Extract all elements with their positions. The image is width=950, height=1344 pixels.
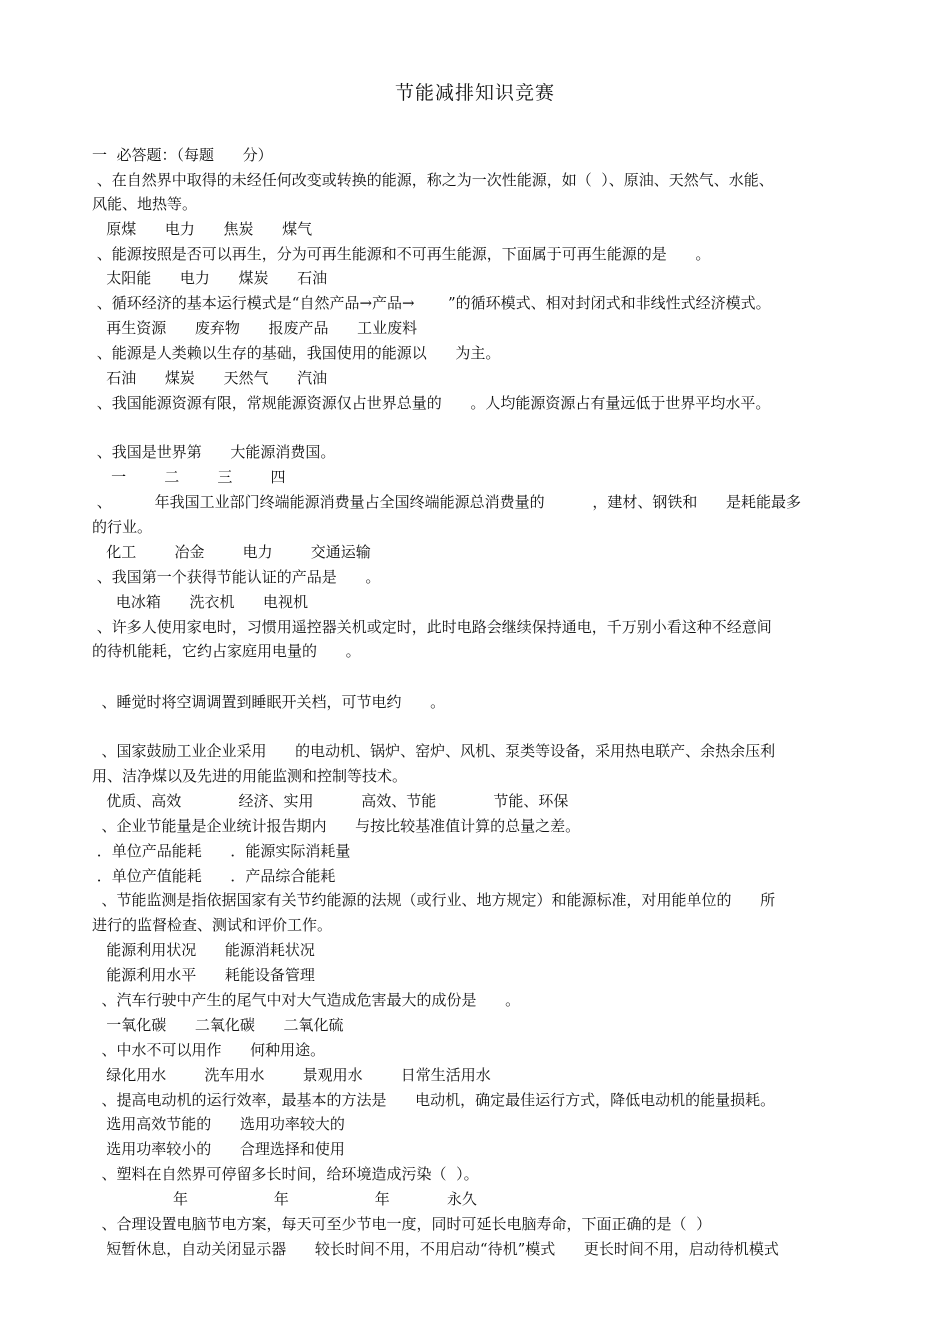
- question-1-text: 、在自然界中取得的未经任何改变或转换的能源，称之为一次性能源，如（ ）、原油、天然气、水能、: [92, 171, 774, 189]
- question-12-text: 、企业节能量是企业统计报告期内 与按比较基准值计算的总量之差。: [92, 817, 581, 835]
- question-16-options-1: 选用高效节能的 选用功率较大的: [92, 1115, 345, 1133]
- question-1-options: 原煤 电力 焦炭 煤气: [92, 220, 313, 238]
- question-2-options: 太阳能 电力 煤炭 石油: [92, 269, 328, 287]
- question-16-text: 、提高电动机的运行效率，最基本的方法是 电动机，确定最佳运行方式，降低电动机的能量损耗。: [92, 1091, 776, 1109]
- question-14-text: 、汽车行驶中产生的尾气中对大气造成危害最大的成份是 。: [92, 991, 521, 1009]
- question-9-text-cont: 的待机能耗，它约占家庭用电量的 。: [92, 642, 361, 660]
- question-4-text: 、能源是人类赖以生存的基础，我国使用的能源以 为主。: [92, 344, 501, 362]
- question-15-text: 、中水不可以用作 何种用途。: [92, 1041, 326, 1059]
- question-1-text-cont: 风能、地热等。: [92, 195, 198, 213]
- question-5-text: 、我国能源资源有限，常规能源资源仅占世界总量的 。人均能源资源占有量远低于世界平均水平。: [92, 394, 771, 412]
- question-2-text: 、能源按照是否可以再生，分为可再生能源和不可再生能源，下面属于可再生能源的是 。: [92, 245, 711, 263]
- question-8-options: 电冰箱 洗衣机 电视机: [92, 593, 309, 611]
- question-15-options: 绿化用水 洗车用水 景观用水 日常生活用水: [92, 1066, 491, 1084]
- question-3-text: 、循环经济的基本运行模式是“自然产品→产品→ ”的循环模式、相对封闭式和非线性式经济模式。: [92, 294, 771, 312]
- question-11-text-cont: 用、洁净煤以及先进的用能监测和控制等技术。: [92, 767, 408, 785]
- question-3-options: 再生资源 废弃物 报废产品 工业废料: [92, 319, 418, 337]
- question-16-options-2: 选用功率较小的 合理选择和使用: [92, 1140, 345, 1158]
- question-13-text-cont: 进行的监督检查、测试和评价工作。: [92, 916, 333, 934]
- question-13-options-2: 能源利用水平 耗能设备管理: [92, 966, 315, 984]
- question-4-options: 石油 煤炭 天然气 汽油: [92, 369, 328, 387]
- question-10-text: 、睡觉时将空调调置到睡眠开关档，可节电约 。: [92, 693, 446, 711]
- question-13-options-1: 能源利用状况 能源消耗状况: [92, 941, 315, 959]
- question-13-text: 、节能监测是指依据国家有关节约能源的法规（或行业、地方规定）和能源标准，对用能单位的 所: [92, 891, 776, 909]
- question-7-options: 化工 冶金 电力 交通运输: [92, 543, 371, 561]
- question-17-options: 年 年 年 永久: [92, 1190, 477, 1208]
- question-18-text: 、合理设置电脑节电方案，每天可至少节电一度，同时可延长电脑寿命，下面正确的是（ ）: [92, 1215, 712, 1233]
- question-17-text: 、塑料在自然界可停留多长时间，给环境造成污染（ ）。: [92, 1165, 479, 1183]
- question-8-text: 、我国第一个获得节能认证的产品是 。: [92, 568, 381, 586]
- question-6-text: 、我国是世界第 大能源消费国。: [92, 443, 336, 461]
- question-12-options-2: ．单位产值能耗 ．产品综合能耗: [92, 867, 336, 885]
- question-6-options: 一 二 三 四: [92, 468, 286, 486]
- page-title: 节能减排知识竞赛: [394, 82, 555, 104]
- question-18-options: 短暂休息，自动关闭显示器 较长时间不用，不用启动“待机”模式 更长时间不用，启动待机模式: [92, 1240, 779, 1258]
- question-9-text: 、许多人使用家电时，习惯用遥控器关机或定时，此时电路会继续保持通电，千万别小看这种不经意间: [92, 618, 772, 636]
- question-12-options-1: ．单位产品能耗 ．能源实际消耗量: [92, 842, 351, 860]
- question-11-options: 优质、高效 经济、实用 高效、节能 节能、环保: [92, 792, 569, 810]
- question-7-text: 、 年我国工业部门终端能源消费量占全国终端能源总消费量的 ，建材、钢铁和 是耗能最多: [92, 493, 801, 511]
- question-11-text: 、国家鼓励工业企业采用 的电动机、锅炉、窑炉、风机、泵类等设备，采用热电联产、余热余压利: [92, 742, 776, 760]
- question-7-text-cont: 的行业。: [92, 518, 153, 536]
- question-14-options: 一氧化碳 二氧化碳 二氧化硫: [92, 1016, 344, 1034]
- section-heading: 一 必答题：（每题 分）: [92, 146, 273, 164]
